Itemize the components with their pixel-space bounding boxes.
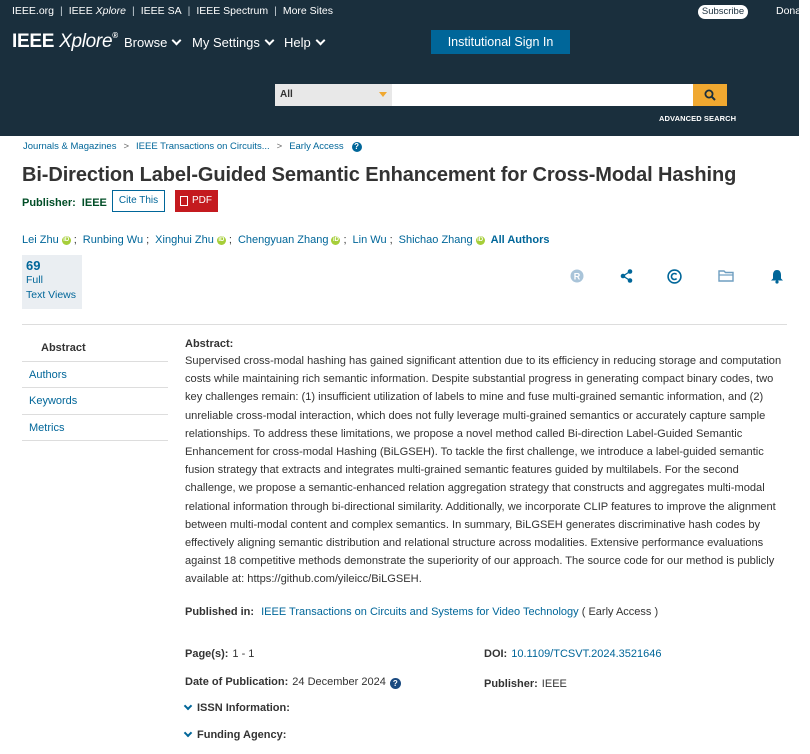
bell-icon[interactable] — [770, 269, 784, 284]
journal-status: ( Early Access ) — [581, 606, 659, 618]
copyright-icon-glyph — [667, 269, 682, 284]
rights-icon-glyph — [570, 269, 584, 283]
chevron-down-icon — [315, 36, 325, 46]
link-more-sites[interactable]: More Sites — [282, 5, 334, 17]
author-name: Lei Zhu — [22, 234, 59, 246]
orcid-icon[interactable]: iD — [218, 236, 225, 243]
author-separator: ; — [146, 234, 150, 246]
top-bar — [0, 0, 810, 22]
published-in-label: Published in: — [185, 606, 255, 618]
publisher-row — [22, 197, 107, 209]
pdf-label: PDF — [192, 195, 212, 206]
publisher-field — [484, 678, 567, 690]
author-separator: ; — [228, 234, 232, 246]
publication-date-value: 24 December 2024 — [292, 676, 386, 688]
pdf-icon — [180, 196, 188, 206]
separator: | — [274, 5, 277, 17]
nav-browse[interactable] — [124, 35, 180, 50]
share-icon-glyph — [620, 269, 633, 283]
author-link[interactable] — [238, 234, 341, 246]
views-label-line1: Full — [26, 274, 43, 286]
chevron-down-icon — [184, 729, 192, 737]
orcid-icon[interactable]: iD — [63, 236, 70, 243]
funding-agency-toggle[interactable] — [185, 729, 286, 741]
nav-my-settings-label: My Settings — [192, 35, 260, 50]
link-label-italic: Xplore — [95, 5, 126, 17]
pages-label: Page(s): — [185, 648, 229, 660]
link-ieee-sa[interactable]: IEEE SA — [140, 5, 182, 17]
help-icon[interactable]: ? — [390, 678, 401, 689]
breadcrumb-separator: > — [276, 141, 283, 152]
journal-link[interactable]: IEEE Transactions on Circuits and Systems for Video Technology — [261, 606, 579, 618]
publisher-meta-label: Publisher: — [484, 678, 538, 690]
author-link[interactable] — [353, 234, 387, 246]
link-label: IEEE — [68, 5, 96, 17]
breadcrumb-separator: > — [123, 141, 130, 152]
rights-icon[interactable] — [570, 269, 584, 283]
author-name: Runbing Wu — [82, 234, 144, 246]
site-header — [0, 22, 799, 136]
orcid-icon[interactable]: iD — [477, 236, 484, 243]
issn-information-label: ISSN Information: — [197, 702, 290, 714]
chevron-down-icon — [264, 36, 274, 46]
separator: | — [187, 5, 191, 17]
link-ieee-org[interactable]: IEEE.org — [12, 5, 55, 17]
search-icon — [704, 89, 716, 101]
search-scope-value: All — [280, 89, 293, 100]
cite-this-button[interactable]: Cite This — [112, 190, 165, 212]
search-input[interactable] — [392, 84, 693, 106]
help-icon[interactable]: ? — [352, 142, 362, 152]
doi-label: DOI: — [484, 648, 508, 660]
caret-down-icon — [379, 92, 387, 97]
advanced-search-link[interactable]: ADVANCED SEARCH — [659, 114, 737, 123]
section-nav — [22, 335, 168, 441]
chevron-down-icon — [172, 36, 182, 46]
published-in — [185, 606, 658, 618]
nav-help[interactable] — [284, 35, 324, 50]
publisher-value: IEEE — [81, 197, 107, 209]
publication-date-label: Date of Publication: — [185, 676, 289, 688]
funding-agency-label: Funding Agency: — [197, 729, 287, 741]
institutional-sign-in-button[interactable]: Institutional Sign In — [431, 30, 570, 54]
author-name: Shichao Zhang — [398, 234, 473, 246]
section-nav-keywords[interactable]: Keywords — [22, 388, 168, 415]
issn-information-toggle[interactable] — [185, 702, 290, 714]
folder-icon-glyph — [718, 269, 735, 282]
views-label-line2: Text Views — [26, 289, 76, 301]
folder-icon[interactable] — [718, 269, 735, 282]
divider — [22, 324, 787, 325]
logo-italic: Xplore — [59, 31, 113, 52]
copyright-icon[interactable] — [667, 269, 682, 284]
author-link[interactable] — [83, 234, 143, 246]
chevron-down-icon — [184, 702, 192, 710]
separator: | — [131, 5, 135, 17]
section-nav-authors[interactable]: Authors — [22, 362, 168, 389]
logo-registered: ® — [112, 31, 118, 40]
doi-link[interactable]: 10.1109/TCSVT.2024.3521646 — [511, 648, 662, 660]
author-separator: ; — [343, 234, 347, 246]
separator: | — [60, 5, 63, 17]
breadcrumb-early-access[interactable]: Early Access — [289, 141, 344, 152]
orcid-icon[interactable]: iD — [332, 236, 339, 243]
abstract-text: Supervised cross-modal hashing has gained significant attention due to its efficiency in reducing storage and computation costs while maintaining rich semantic information. Despite substantial progress in generating compact binary codes, two key challenges remain: (1) insufficient utilization of labels to mine and fuse multi-grained semantic information, and (2) unreliable cross-modal interaction, which does not fully leverage multi-grained semantics or accurately capture sample relationships. To address these limitations, we propose a novel method called Bi-direction Label-Guided Semantic Enhancement for cross-modal Hashing (BiLGSEH). To tackle the first challenge, we introduce a label-guided semantic fusion strategy that extracts and integrates multi-grained semantic features guided by multilabels. For the second challenge, we propose a semantic-enhanced relation aggregation strategy that constructs and aggregates multi-modal relational information through bi-directional similarity. Additionally, we incorporate CLIP features to improve the alignment between multi-modal content and complex semantics. In summary, BiLGSEH generates discriminative hash codes by effectively aligning semantic distribution and relational structure across modalities. Extensive performance evaluations against 18 competitive methods demonstrate the superiority of our approach. The source code for our method is publicly available at: https://github.com/yileicc/BiLGSEH. — [185, 355, 782, 586]
page-title: Bi-Direction Label-Guided Semantic Enhancement for Cross-Modal Hashing — [22, 164, 737, 186]
search-scope-select[interactable] — [275, 84, 392, 106]
svg-text:R: R — [573, 271, 581, 282]
search-button[interactable] — [693, 84, 727, 106]
share-icon[interactable] — [620, 269, 633, 283]
author-separator: ; — [389, 234, 393, 246]
author-link[interactable] — [155, 234, 226, 246]
pages-field — [185, 648, 254, 660]
publication-date-field — [185, 676, 401, 689]
author-name: Chengyuan Zhang — [237, 234, 329, 246]
author-name: Xinghui Zhu — [155, 234, 214, 246]
author-name: Lin Wu — [352, 234, 387, 246]
abstract-heading: Abstract: — [185, 338, 234, 350]
breadcrumb-transactions[interactable]: IEEE Transactions on Circuits... — [136, 141, 270, 152]
breadcrumb — [23, 141, 362, 152]
author-separator: ; — [73, 234, 77, 246]
nav-browse-label: Browse — [124, 35, 168, 50]
pages-value: 1 - 1 — [232, 648, 255, 660]
ieee-xplore-logo[interactable] — [12, 31, 118, 53]
nav-my-settings[interactable] — [192, 35, 273, 50]
author-link[interactable] — [22, 234, 71, 246]
nav-help-label: Help — [284, 35, 311, 50]
publisher-label: Publisher: — [22, 197, 76, 209]
search-bar — [275, 84, 727, 106]
publisher-meta-value: IEEE — [541, 678, 567, 690]
bell-icon-glyph — [770, 269, 784, 284]
pdf-button[interactable] — [175, 190, 218, 212]
views-count: 69 — [26, 258, 41, 273]
link-ieee-spectrum[interactable]: IEEE Spectrum — [196, 5, 269, 17]
top-links — [12, 5, 333, 17]
subscribe-button[interactable]: Subscribe — [698, 5, 748, 19]
full-text-views[interactable] — [22, 255, 82, 309]
breadcrumb-journals[interactable]: Journals & Magazines — [23, 141, 117, 152]
donate-link[interactable]: Donate — [776, 5, 810, 17]
all-authors-link[interactable]: All Authors — [490, 234, 550, 246]
doi-field — [484, 648, 661, 660]
author-link[interactable] — [399, 234, 485, 246]
author-list — [22, 234, 550, 246]
section-nav-metrics[interactable]: Metrics — [22, 415, 168, 442]
section-nav-abstract[interactable]: Abstract — [22, 335, 168, 362]
logo-main: IEEE — [12, 31, 55, 52]
link-ieee-xplore[interactable] — [69, 5, 126, 17]
